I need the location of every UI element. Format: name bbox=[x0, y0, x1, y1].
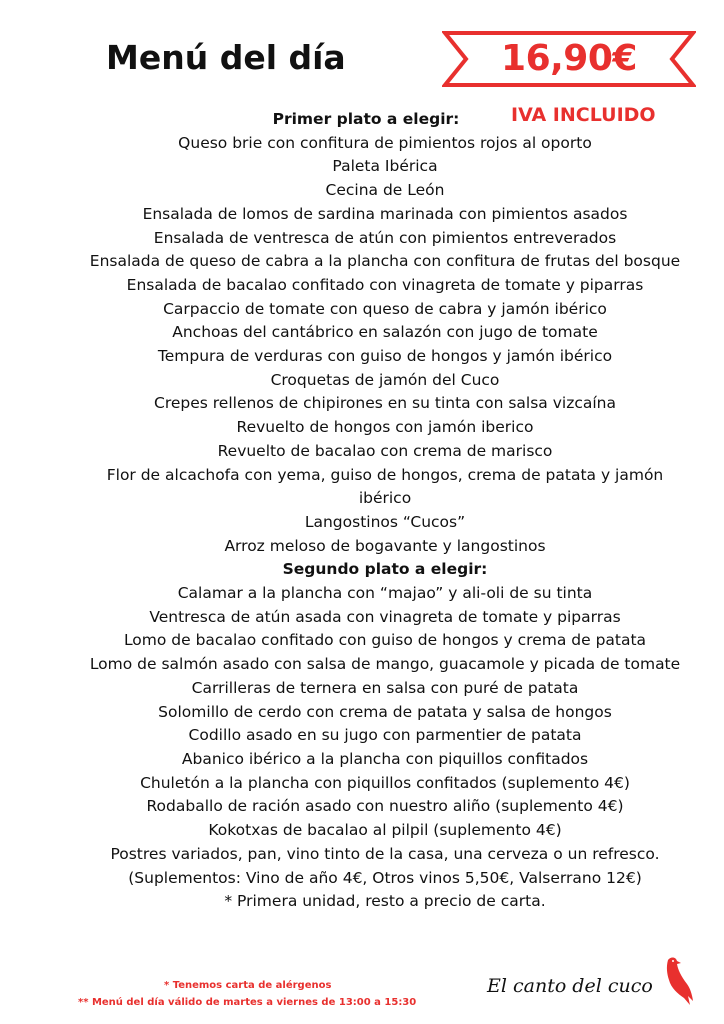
unit-note: * Primera unidad, resto a precio de carta. bbox=[224, 892, 546, 911]
tax-note: IVA INCLUIDO bbox=[511, 104, 656, 126]
list-item: Carpaccio de tomate con queso de cabra y jamón ibérico bbox=[163, 299, 607, 318]
list-item: Revuelto de bacalao con crema de marisco bbox=[217, 441, 553, 460]
list-item: Langostinos “Cucos” bbox=[304, 512, 466, 531]
list-item: Tempura de verduras con guiso de hongos y jamón ibérico bbox=[157, 347, 613, 366]
list-item: Chuletón a la plancha con piquillos confitados (suplemento 4€) bbox=[140, 773, 630, 792]
list-item: Kokotxas de bacalao al pilpil (suplemento 4€) bbox=[208, 821, 562, 840]
list-item: Solomillo de cerdo con crema de patata y salsa de hongos bbox=[158, 702, 612, 721]
list-item: Croquetas de jamón del Cuco bbox=[270, 370, 500, 389]
first-course-heading: Primer plato a elegir: bbox=[272, 110, 460, 128]
allergens-note: * Tenemos carta de alérgenos bbox=[164, 980, 332, 991]
list-item: Ensalada de queso de cabra a la plancha con confitura de frutas del bosque bbox=[89, 252, 681, 271]
list-item: Lomo de bacalao confitado con guiso de hongos y crema de patata bbox=[123, 631, 647, 650]
list-item: Ensalada de ventresca de atún con pimientos entreverados bbox=[153, 228, 617, 247]
list-item: Rodaballo de ración asado con nuestro aliño (suplemento 4€) bbox=[146, 797, 624, 816]
list-item: Revuelto de hongos con jamón iberico bbox=[236, 418, 534, 437]
menu-body bbox=[40, 108, 724, 914]
second-course-heading: Segundo plato a elegir: bbox=[282, 560, 488, 579]
supplements-text: (Suplementos: Vino de año 4€, Otros vinos 5,50€, Valserrano 12€) bbox=[128, 868, 642, 887]
includes-text: Postres variados, pan, vino tinto de la casa, una cerveza o un refresco. bbox=[110, 844, 660, 863]
list-item: Arroz meloso de bogavante y langostinos bbox=[224, 536, 546, 555]
list-item: Flor de alcachofa con yema, guiso de hongos, crema de patata y jamón ibérico bbox=[106, 465, 664, 508]
list-item: Ventresca de atún asada con vinagreta de tomate y piparras bbox=[149, 607, 621, 626]
list-item: Crepes rellenos de chipirones en su tinta con salsa vizcaína bbox=[154, 394, 616, 413]
price-badge bbox=[442, 30, 696, 88]
bird-icon bbox=[654, 954, 694, 1006]
list-item: Lomo de salmón asado con salsa de mango, guacamole y picada de tomate bbox=[89, 655, 681, 674]
list-item: Abanico ibérico a la plancha con piquillos confitados bbox=[181, 749, 589, 768]
list-item: Anchoas del cantábrico en salazón con jugo de tomate bbox=[172, 323, 598, 342]
page-title: Menú del día bbox=[106, 38, 346, 77]
list-item: Queso brie con confitura de pimientos rojos al oporto bbox=[178, 133, 592, 152]
schedule-note: ** Menú del día válido de martes a viernes de 13:00 a 15:30 bbox=[78, 997, 417, 1008]
list-item: Calamar a la plancha con “majao” y ali-oli de su tinta bbox=[177, 584, 593, 603]
list-item: Paleta Ibérica bbox=[332, 157, 438, 176]
list-item: Codillo asado en su jugo con parmentier de patata bbox=[188, 726, 582, 745]
list-item: Cecina de León bbox=[325, 181, 445, 200]
brand-name: El canto del cuco bbox=[487, 975, 653, 997]
price-text: 16,90€ bbox=[501, 38, 637, 79]
list-item: Ensalada de bacalao confitado con vinagreta de tomate y piparras bbox=[126, 275, 644, 294]
list-item: Ensalada de lomos de sardina marinada con pimientos asados bbox=[142, 204, 628, 223]
list-item: Carrilleras de ternera en salsa con puré de patata bbox=[191, 678, 579, 697]
